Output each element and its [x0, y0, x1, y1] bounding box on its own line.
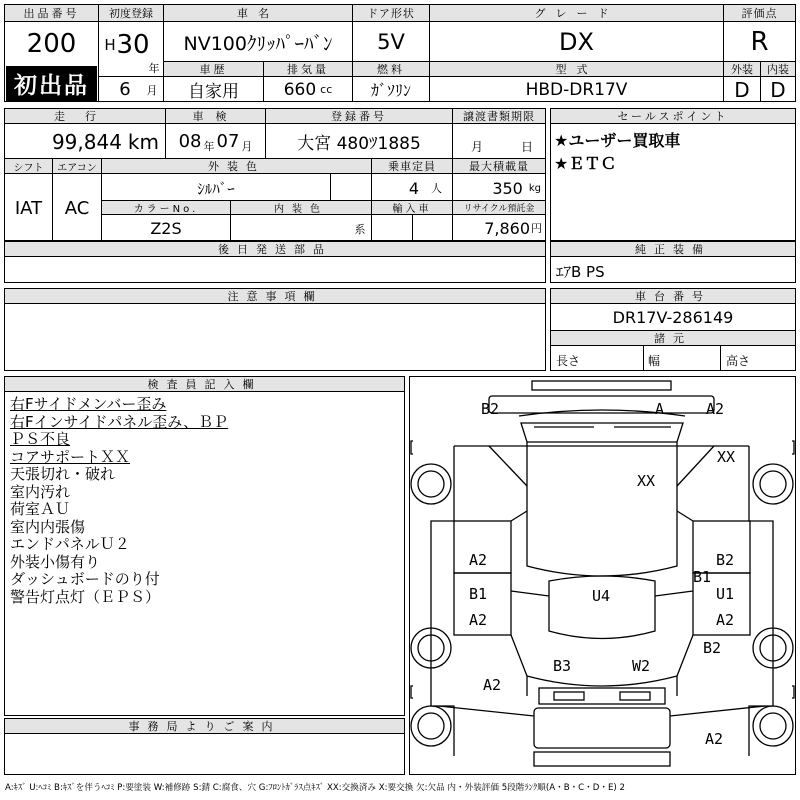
- grade-value: DX: [559, 28, 594, 56]
- displacement-unit: cc: [320, 83, 333, 96]
- color-value: ｼﾙﾊﾞｰ: [197, 179, 235, 198]
- mark-xx-center: XX: [637, 472, 656, 490]
- int-color-unit: 系: [354, 223, 366, 236]
- transfer-month: 月: [470, 139, 483, 154]
- mark-a2-left-1: A2: [469, 551, 488, 569]
- note-2: 右Fインサイドパネル歪み、ＢＰ: [10, 412, 229, 431]
- load-number: 350: [492, 178, 523, 198]
- note-5: 天張切れ・破れ: [10, 465, 116, 483]
- transfer-label: 譲渡書類期限: [453, 109, 545, 124]
- mark-b3: B3: [553, 657, 572, 675]
- mark-a2-top-right: A2: [706, 400, 725, 418]
- car-diagram: [409, 376, 796, 775]
- recycle-value: [453, 216, 545, 240]
- reg-year-unit: 年: [148, 62, 160, 75]
- note-4: コアサポートＸＸ: [10, 447, 131, 466]
- mark-a2-left-3: A2: [483, 676, 502, 694]
- legend-text: A:ｷｽﾞ U:ﾍｺﾐ B:ｷｽﾞを伴うﾍｺﾐ P:要塗装 W:補修跡 S:錆 C:腐食、穴 G:ﾌﾛﾝﾄｶﾞﾗｽ点ｷｽﾞ XX:交換済み X:要交換 欠:欠品 内・外装評価 5段階ﾗﾝｸ順(A・B・C・D・E) 2: [5, 783, 625, 793]
- transfer-day: 日: [520, 139, 533, 154]
- mark-w2: W2: [632, 657, 651, 675]
- insp-month-unit: 月: [241, 139, 253, 153]
- reg-era: H: [104, 36, 116, 54]
- interior-label: 内装: [761, 62, 795, 77]
- fuel-value: ｶﾞｿﾘﾝ: [370, 81, 411, 100]
- color-no-label: カラーNo.: [102, 201, 230, 215]
- inspector-notes: [10, 396, 228, 606]
- import-label: 輸入車: [372, 201, 452, 215]
- insp-month: 07: [216, 131, 240, 152]
- mark-a2-right-2: A2: [716, 611, 735, 629]
- mark-xx-right: XX: [717, 448, 736, 466]
- car-name-label: 車名: [164, 5, 352, 22]
- note-3: ＰＳ不良: [10, 430, 71, 448]
- chassis-label: 車台番号: [551, 289, 795, 304]
- sales-point-1: ★ユーザー買取車: [554, 131, 681, 150]
- insp-year: 08: [178, 131, 202, 152]
- note-12: 警告灯点灯（ＥＰＳ）: [10, 587, 161, 606]
- fuel-label: 燃料: [353, 62, 429, 77]
- capacity-label: 乗車定員: [372, 159, 452, 174]
- reg-month-unit: 月: [146, 84, 158, 97]
- note-7: 荷室ＡＵ: [10, 500, 71, 518]
- score-label: 評価点: [724, 5, 795, 22]
- later-parts-label: 後日発送部品: [5, 242, 545, 257]
- load-value: [453, 176, 545, 200]
- door-value: 5V: [377, 30, 405, 54]
- grade-label: グレード: [430, 5, 723, 22]
- mark-a2-bottom: A2: [705, 730, 724, 748]
- history-value: 自家用: [188, 82, 239, 102]
- score-value: R: [750, 27, 769, 57]
- shift-value: IAT: [14, 197, 43, 219]
- lot-number: 200: [26, 29, 77, 59]
- displacement-label: 排気量: [264, 62, 352, 77]
- note-11: ダッシュボードのり付: [10, 570, 160, 588]
- mileage-value: [5, 125, 165, 158]
- plate-value: 大宮 480ﾂ1885: [297, 134, 421, 154]
- mark-a-top: A: [655, 400, 665, 418]
- capacity-value: [372, 176, 452, 200]
- color-label: 外装色: [102, 159, 371, 174]
- office-label: 事務局よりご案内: [5, 719, 404, 734]
- exterior-value: D: [734, 77, 750, 102]
- load-label: 最大積載量: [453, 159, 545, 174]
- spec-length-label: 長さ: [556, 354, 581, 368]
- inspection-label: 車検: [166, 109, 265, 124]
- mark-b2-right-1: B2: [716, 551, 735, 569]
- load-unit: kg: [528, 182, 541, 194]
- mileage-label: 走行: [5, 109, 165, 124]
- mileage-unit: km: [127, 129, 159, 154]
- reg-year: 30: [116, 30, 150, 60]
- displacement-number: 660: [283, 79, 317, 100]
- plate-label: 登録番号: [266, 109, 452, 124]
- specs-label: 諸元: [551, 331, 795, 346]
- note-9: エンドパネルＵ２: [10, 535, 130, 553]
- int-color-label: 内装色: [231, 201, 371, 215]
- mark-u1: U1: [716, 585, 735, 603]
- shift-label: シフト: [5, 159, 52, 174]
- mark-u4: U4: [592, 587, 611, 605]
- chassis-value: DR17V-286149: [612, 308, 734, 327]
- spec-width-label: 幅: [648, 354, 661, 368]
- note-8: 室内内張傷: [10, 517, 86, 536]
- recycle-label: リサイクル預託金: [453, 201, 545, 215]
- ac-label: エアコン: [53, 159, 101, 174]
- history-label: 車歴: [164, 62, 263, 77]
- mileage-number: 99,844: [51, 129, 122, 154]
- ac-value: AC: [64, 197, 90, 219]
- mark-b2-right-2: B2: [703, 639, 722, 657]
- interior-value: D: [770, 77, 786, 102]
- first-listing-badge: 初出品: [6, 66, 97, 101]
- displacement-value: [264, 78, 352, 101]
- capacity-unit: 人: [431, 182, 442, 195]
- equipment-value: ｴｱB PS: [556, 263, 605, 281]
- equipment-label: 純正装備: [551, 242, 795, 257]
- recycle-unit: 円: [531, 222, 542, 235]
- car-name: NV100ｸﾘｯﾊﾟｰﾊﾞﾝ: [183, 32, 333, 55]
- recycle-number: 7,860: [484, 218, 530, 238]
- sales-point-2: ★ＥＴＣ: [554, 154, 617, 173]
- sales-point-label: セールスポイント: [551, 109, 795, 124]
- note-10: 外装小傷有り: [10, 552, 101, 571]
- reg-label: 初度登録: [99, 5, 163, 22]
- lot-no-label: 出品番号: [5, 5, 98, 22]
- mark-b1-left: B1: [469, 585, 488, 603]
- mark-b1-right: B1: [693, 568, 712, 586]
- mark-b2-top-left: B2: [481, 400, 500, 418]
- color-no-value: Z2S: [150, 218, 182, 238]
- door-label: ドア形状: [353, 5, 429, 22]
- model-value: HBD-DR17V: [525, 79, 628, 100]
- capacity-number: 4: [408, 178, 419, 198]
- spec-height-label: 高さ: [726, 354, 751, 368]
- insp-year-unit: 年: [203, 139, 215, 153]
- note-6: 室内汚れ: [10, 482, 71, 501]
- mark-a2-left-2: A2: [469, 611, 488, 629]
- reg-month: 6: [119, 78, 131, 100]
- exterior-label: 外装: [724, 62, 760, 77]
- inspection-value: [166, 125, 265, 158]
- model-label: 型式: [430, 62, 723, 77]
- inspector-label: 検査員記入欄: [5, 377, 404, 392]
- caution-label: 注意事項欄: [5, 289, 545, 304]
- note-1: 右Fサイドメンバー歪み: [10, 395, 167, 413]
